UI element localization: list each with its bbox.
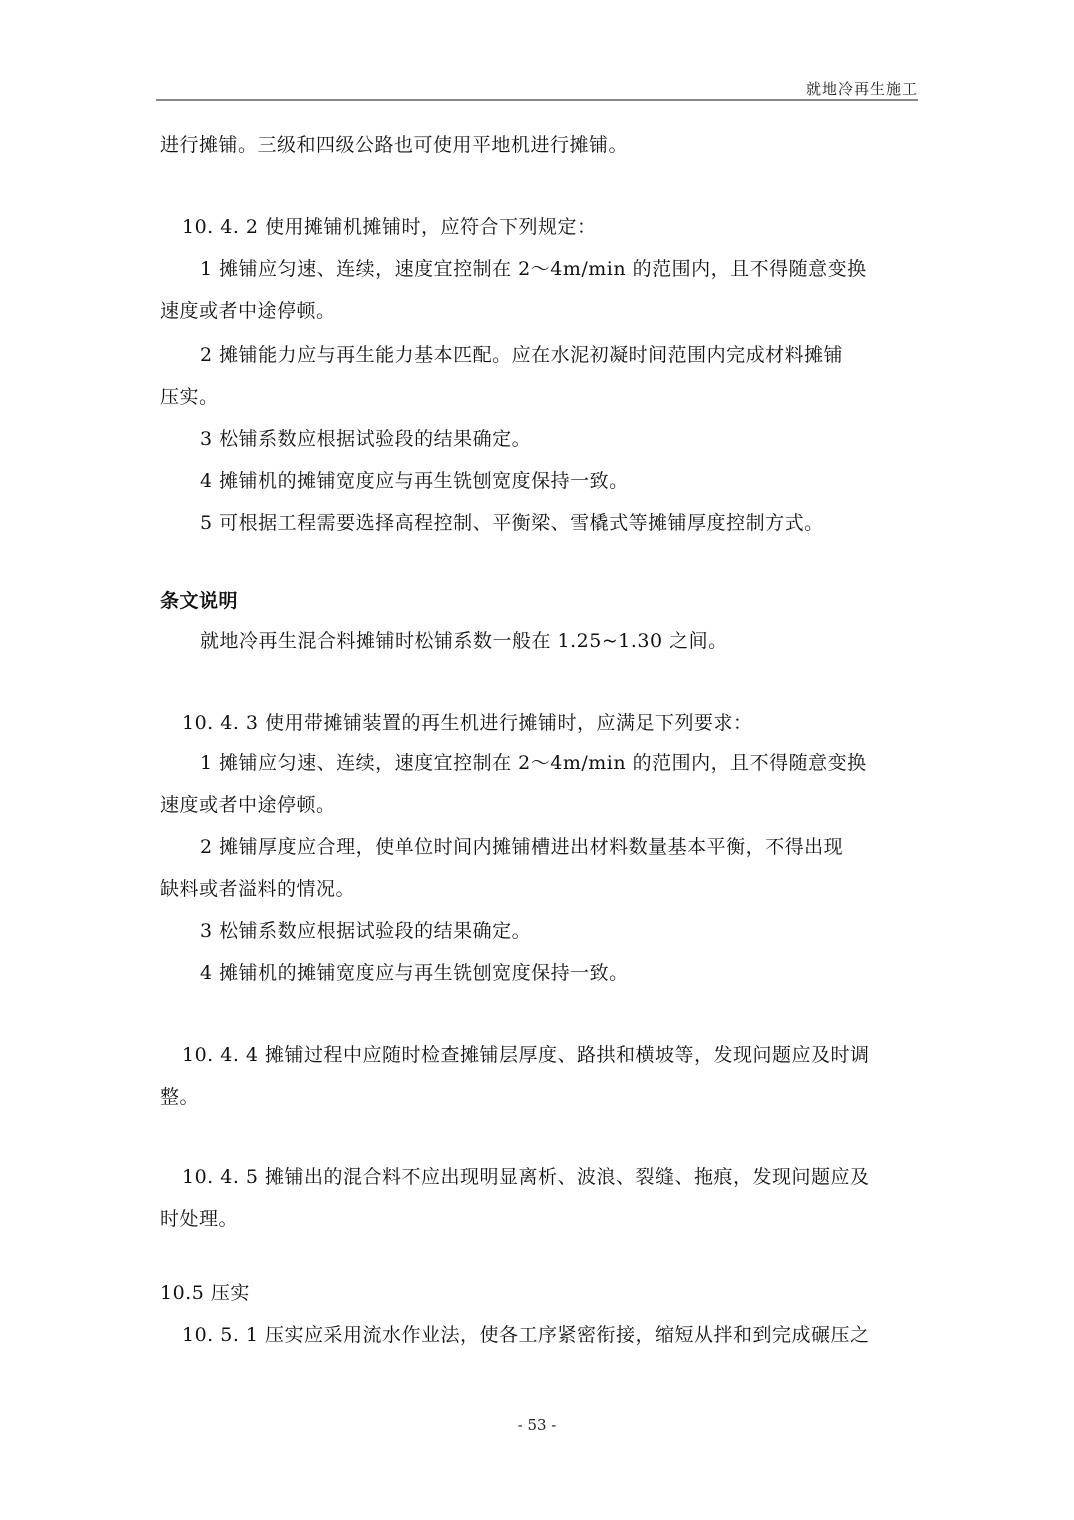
text-line: 就地冷再生混合料摊铺时松铺系数一般在 1.25~1.30 之间。 bbox=[200, 630, 728, 652]
text-line: 整。 bbox=[160, 1086, 200, 1108]
page-number: - 53 - bbox=[517, 1416, 557, 1434]
text-line: 压实。 bbox=[160, 386, 219, 408]
text-line: 10. 4. 2 使用摊铺机摊铺时，应符合下列规定： bbox=[182, 216, 597, 238]
text-line: 2 摊铺能力应与再生能力基本匹配。应在水泥初凝时间范围内完成材料摊铺 bbox=[200, 344, 844, 366]
text-line: 10. 4. 5 摊铺出的混合料不应出现明显离析、波浪、裂缝、拖痕，发现问题应及 bbox=[182, 1166, 870, 1188]
text-line: 10. 4. 3 使用带摊铺装置的再生机进行摊铺时，应满足下列要求： bbox=[182, 712, 753, 734]
text-line: 进行摊铺。三级和四级公路也可使用平地机进行摊铺。 bbox=[160, 134, 629, 156]
text-line: 5 可根据工程需要选择高程控制、平衡梁、雪橇式等摊铺厚度控制方式。 bbox=[200, 512, 824, 534]
text-line: 1 摊铺应匀速、连续，速度宜控制在 2～4m/min 的范围内，且不得随意变换 bbox=[200, 258, 867, 280]
running-header-title: 就地冷再生施工 bbox=[805, 80, 918, 98]
header-divider bbox=[156, 99, 918, 101]
text-line: 速度或者中途停顿。 bbox=[160, 794, 336, 816]
note-heading: 条文说明 bbox=[160, 590, 239, 612]
text-line: 10. 4. 4 摊铺过程中应随时检查摊铺层厚度、路拱和横坡等，发现问题应及时调 bbox=[182, 1044, 870, 1066]
text-line: 2 摊铺厚度应合理，使单位时间内摊铺槽进出材料数量基本平衡，不得出现 bbox=[200, 836, 844, 858]
text-line: 时处理。 bbox=[160, 1208, 239, 1230]
text-line: 3 松铺系数应根据试验段的结果确定。 bbox=[200, 920, 532, 942]
text-line: 缺料或者溢料的情况。 bbox=[160, 878, 356, 900]
text-line: 4 摊铺机的摊铺宽度应与再生铣刨宽度保持一致。 bbox=[200, 470, 629, 492]
text-line: 3 松铺系数应根据试验段的结果确定。 bbox=[200, 428, 532, 450]
text-line: 1 摊铺应匀速、连续，速度宜控制在 2～4m/min 的范围内，且不得随意变换 bbox=[200, 752, 867, 774]
text-line: 4 摊铺机的摊铺宽度应与再生铣刨宽度保持一致。 bbox=[200, 962, 629, 984]
text-line: 10.5 压实 bbox=[160, 1282, 250, 1304]
text-line: 10. 5. 1 压实应采用流水作业法，使各工序紧密衔接，缩短从拌和到完成碾压之 bbox=[182, 1324, 870, 1346]
text-line: 速度或者中途停顿。 bbox=[160, 300, 336, 322]
